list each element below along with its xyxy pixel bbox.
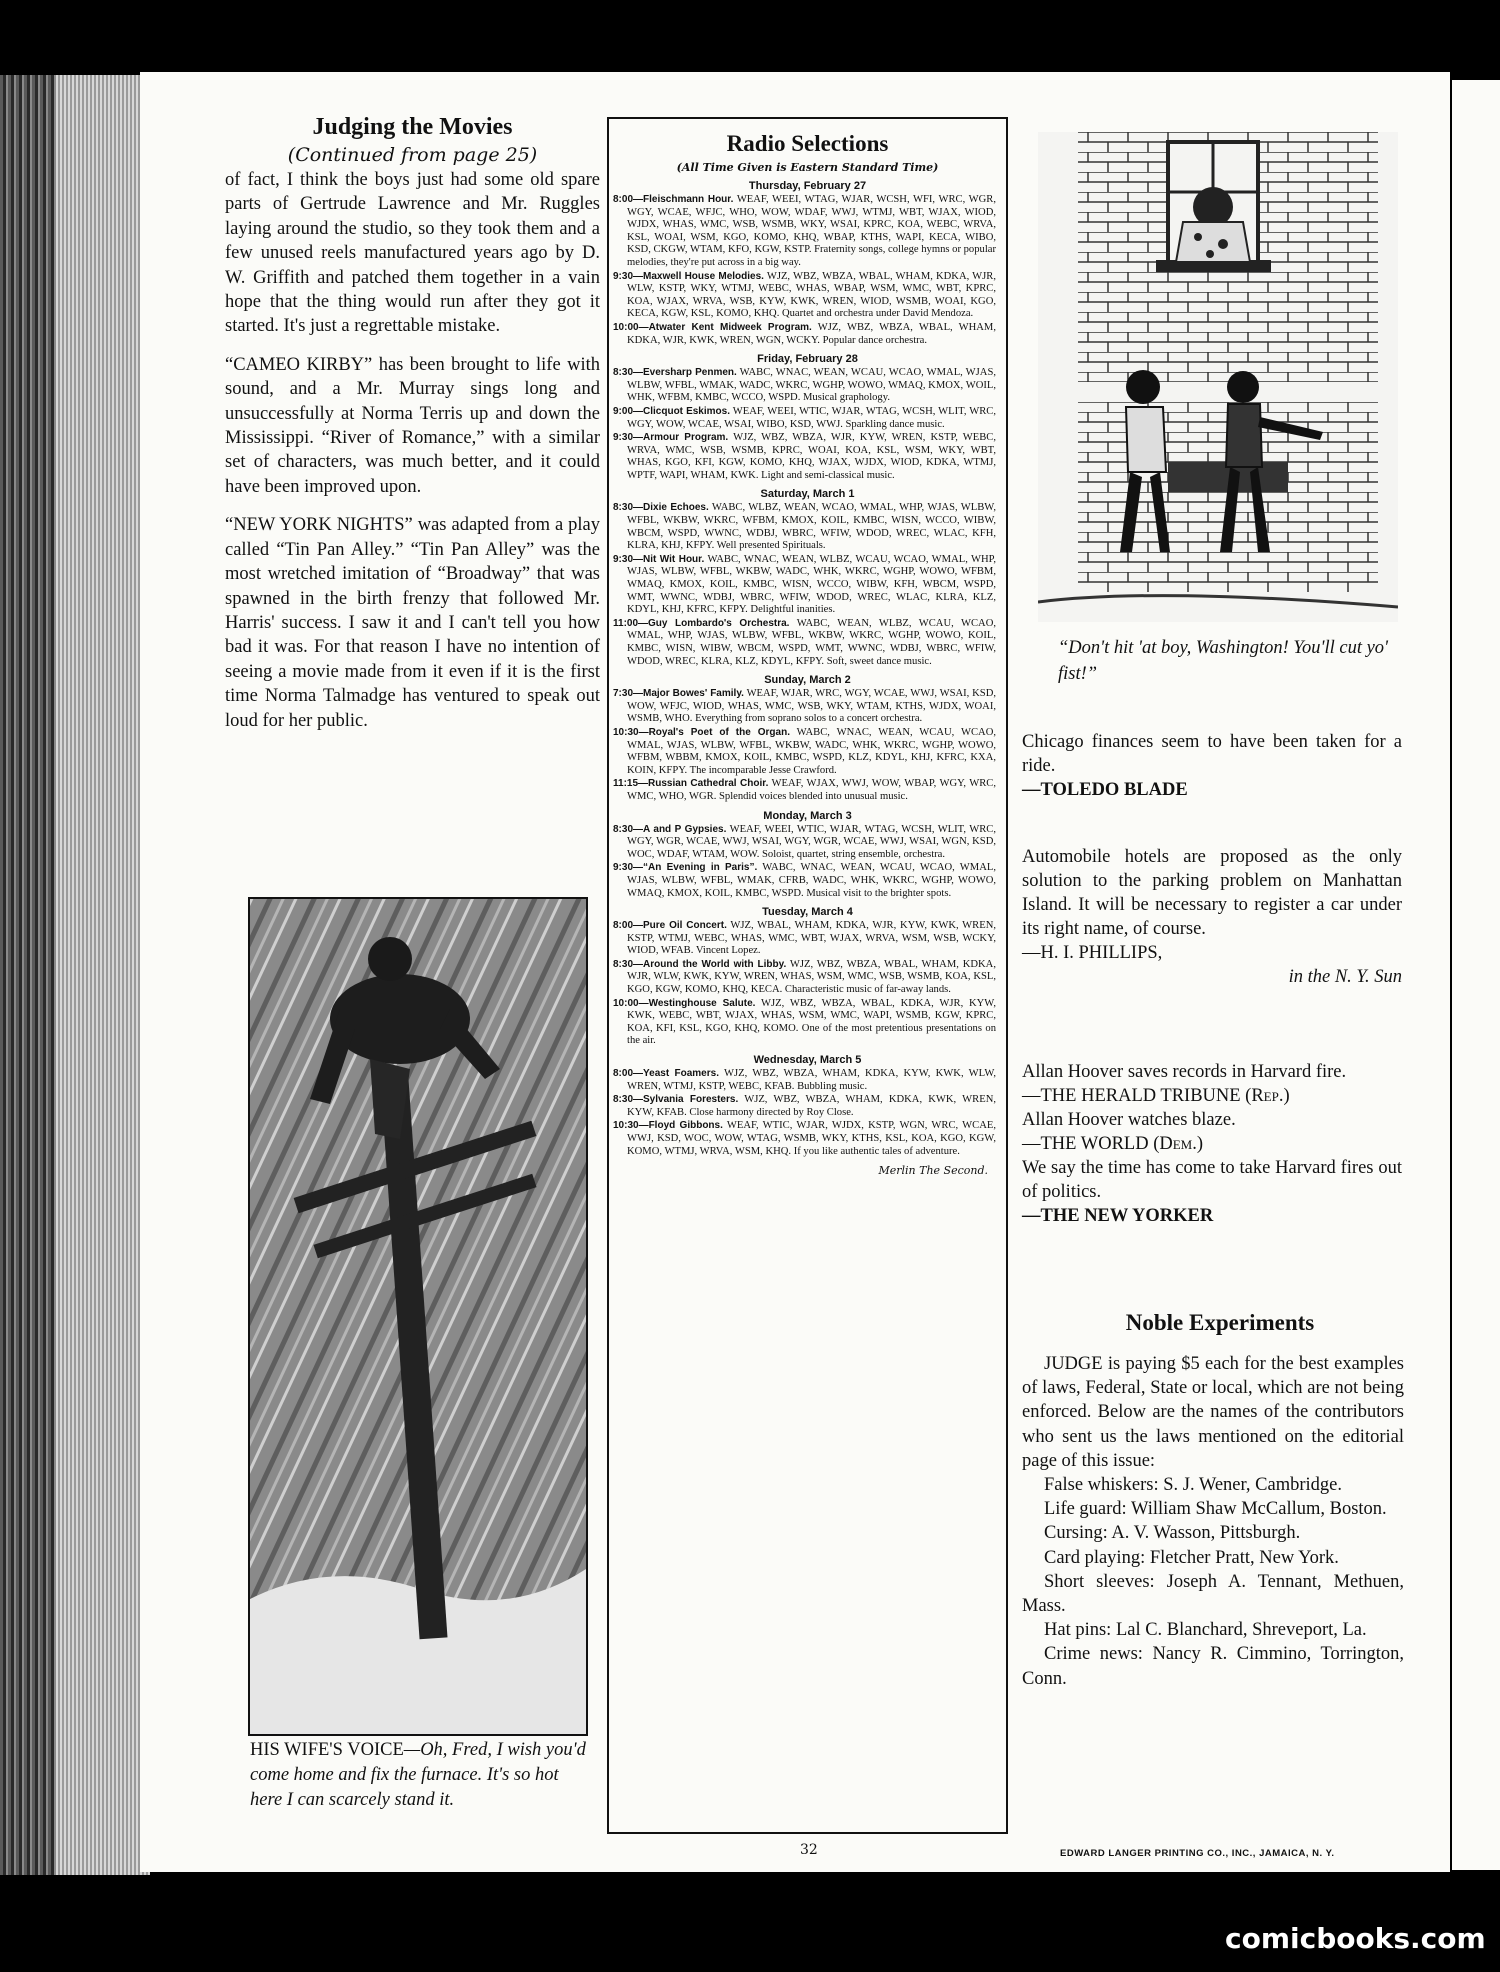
- program-time-name: 8:30—Dixie Echoes.: [613, 502, 709, 514]
- program-time-name: 8:30—Eversharp Penmen.: [613, 367, 737, 379]
- program-stations: WABC, WNAC, WEAN, WCAU, WCAO, WMAL, WJAS, WLBW, WFBL, WKBW, WADC, WHK, WKRC, WGHP, WOWO, WFBM, WBBM, KMOX, KOIL, KMBC, WSPD, KLZ, KDYL, KHJ, KFRC, KXA, KOIN, KFPY. The incomparable Jesse Crawford.: [627, 726, 996, 776]
- judging-movies-column: [225, 112, 600, 747]
- quip-chicago: [1022, 730, 1402, 802]
- noble-item: Short sleeves: Joseph A. Tennant, Methuen, Mass.: [1022, 1571, 1404, 1617]
- program-name: Nit Wit Hour.: [643, 553, 705, 565]
- program-time: 8:00: [613, 920, 634, 932]
- program-stations: WEAF, WJAX, WWJ, WOW, WBAP, WGY, WRC, WMC, WHO, WGR. Splendid voices blended into unusual music.: [627, 778, 996, 802]
- program-name: Eversharp Penmen.: [643, 367, 737, 379]
- noble-intro: JUDGE is paying $5 each for the best examples of laws, Federal, State or local, which are not being enforced. Below are the names of the contributors who sent us the laws mentioned on the editorial page of this issue:: [1022, 1354, 1404, 1471]
- program-name: Armour Program.: [643, 432, 729, 444]
- next-page-edge: [1452, 80, 1500, 1870]
- quip-harvard-b-source: —THE WORLD (Dem.): [1022, 1134, 1204, 1154]
- program-time: 9:30: [613, 270, 634, 282]
- radio-day-heading: Tuesday, March 4: [762, 906, 853, 919]
- radio-day-heading: Friday, February 28: [757, 353, 858, 366]
- program-time-name: 8:30—Around the World with Libby.: [613, 958, 787, 970]
- quip-harvard-b: Allan Hoover watches blaze.: [1022, 1110, 1236, 1130]
- program-stations: WEAF, WEEI, WTIC, WJAR, WTAG, WCSH, WLIT, WRC, WGY, WGR, WCAE, WWJ, WSAI, WGY, WGR, WCAE, WWJ, WSAI, WGN, KSD, WOC, WDAF, WTAM, WOW. Soloist, quartet, string ensemble, orchestra.: [627, 823, 996, 860]
- noble-item: Card playing: Fletcher Pratt, New York.: [1044, 1547, 1339, 1568]
- program-time: 7:30: [613, 688, 634, 700]
- program-name: Russian Cathedral Choir.: [648, 778, 769, 790]
- radio-day-heading: Saturday, March 1: [760, 488, 855, 501]
- program-time-name: 9:30—“An Evening in Paris”.: [613, 862, 758, 874]
- program-time: 9:00: [613, 405, 634, 417]
- program-time: 11:00: [613, 617, 639, 629]
- program-stations: WJZ, WBZ, WBZA, WHAM, KDKA, KYW, KWK, WLW, WREN, WTMJ, KSTP, WEBC, KFAB. Bubbling music.: [627, 1068, 996, 1092]
- program-stations: WABC, WEAN, WLBZ, WCAU, WCAO, WMAL, WHP, WJAS, WLBW, WFBL, WKBW, WKRC, WGHP, WOWO, KOIL, KMBC, WISN, WIBW, WBCM, WSPD, WMT, WWNC, WDBJ, WBRC, WFIW, WDOD, WREC, KLRA, KLZ, KDYL, KFPY. Soft, sweet dance music.: [627, 617, 997, 667]
- radio-day-heading: Monday, March 3: [763, 809, 852, 822]
- printer-credit: EDWARD LANGER PRINTING CO., INC., JAMAICA, N. Y.: [1060, 1848, 1335, 1859]
- radio-day-heading: Sunday, March 2: [764, 674, 851, 687]
- program-time-name: 8:30—A and P Gypsies.: [613, 823, 727, 835]
- program-stations: WABC, WNAC, WEAN, WCAU, WCAO, WMAL, WJAS, WLBW, WFBL, WMAK, WADC, WKRC, WGHP, WOWO, WMAQ, KMOX, WOIL, WHK, WFBM, KMBC, WCCO, WSPD. Musical graphology.: [627, 367, 996, 404]
- program-stations: WEAF, WJAR, WRC, WGY, WCAE, WWJ, WSAI, KSD, WOW, WFJC, WIOD, WHAS, WMC, WSB, WKY, WTAM, KTHS, WJDX, WOAI, WSMB, WHO. Everything from soprano solos to a concert orchestra.: [627, 688, 996, 725]
- program-name: Maxwell House Melodies.: [643, 270, 764, 282]
- radio-program: [613, 1094, 996, 1119]
- program-time-name: 11:00—Guy Lombardo's Orchestra.: [613, 617, 790, 629]
- program-time: 10:30: [613, 726, 639, 738]
- program-stations: WEAF, WEEI, WTAG, WJAR, WCSH, WFI, WRC, WGR, WGY, WCAE, WFJC, WHO, WOW, WDAF, WWJ, WTMJ, WBT, WJAX, WIOD, WJDX, WHAS, WMC, WSB, WSMB, WKY, WSAI, KPRC, KOA, WEBC, WRVA, KSL, WOAI, WSM, KGO, KOMO, KHQ, WBAP, KTHS, WAPI, KECA, WIBO, KSD, CKGW, WTAM, KFO, KGW, KSTP. Fraternity songs, college hymns or popular melodies, they're put across in a big way.: [627, 194, 996, 268]
- radio-program: [613, 405, 997, 431]
- program-stations: WEAF, WEEI, WTIC, WJAR, WTAG, WCSH, WLIT, WRC, WGY, WOW, WCAE, WSAI, WIBO, KSD, WWJ. Sparkling dance music.: [627, 405, 997, 430]
- program-time-name: 11:15—Russian Cathedral Choir.: [613, 778, 769, 790]
- program-name: A and P Gypsies.: [643, 823, 727, 835]
- program-stations: WJZ, WBZ, WBZA, WBAL, WHAM, KDKA, WJR, WLW, KWK, KYW, WREN, WHAS, WSM, WMC, WSB, WSMB, KOA, KSL, KGO, KGW, KOMO, KHQ, KECA. Characteristic music of far-away lands.: [627, 958, 996, 996]
- program-stations: WABC, WNAC, WEAN, WCAU, WCAO, WMAL, WJAS, WLBW, WFBL, WMAK, CFRB, WADC, WHK, WKRC, WGHP, WOWO, WMAQ, KMOX, KOIL, KMBC, WSPD. Musical visit to the brighter spots.: [627, 862, 996, 899]
- program-time-name: 8:00—Yeast Foamers.: [613, 1068, 719, 1080]
- quip-hotels-text: Automobile hotels are proposed as the only solution to the parking problem on Manhattan Island. It will be necessary to register a car under its right name, of course.: [1022, 847, 1402, 939]
- program-stations: WJZ, WBZ, WBZA, WBAL, WHAM, KDKA, WJR, KWK, WREN, WGN, WCKY. Popular dance orchestra.: [627, 321, 996, 346]
- program-time: 8:30: [613, 1094, 634, 1106]
- program-time-name: 10:00—Atwater Kent Midweek Program.: [613, 321, 812, 333]
- radio-program: [613, 862, 996, 900]
- quip-harvard-c: We say the time has come to take Harvard fires out of politics.: [1022, 1158, 1402, 1202]
- quip-automobile-hotels: [1022, 845, 1402, 989]
- program-name: Major Bowes' Family.: [643, 688, 744, 700]
- program-time: 8:30: [613, 367, 634, 379]
- program-name: Clicquot Eskimos.: [643, 405, 730, 417]
- quip-chicago-text: Chicago finances seem to have been taken for a ride.: [1022, 732, 1402, 776]
- radio-program: [613, 958, 996, 997]
- site-watermark: comicbooks.com: [1225, 1922, 1486, 1955]
- paragraph-1: of fact, I think the boys just had some old spare parts of Gertrude Lawrence and Mr. Ruggles laying around the studio, so they took them and a few unused reels manufactured years ago by D. W. Griffith and patched them together in a vain hope that the thing would run after they got it started. It's just a regrettable mistake.: [225, 170, 600, 337]
- radio-day-heading: Thursday, February 27: [748, 180, 867, 192]
- program-name: Yeast Foamers.: [643, 1068, 719, 1080]
- noble-experiments-body: [1022, 1352, 1404, 1691]
- book-page-stack: [56, 75, 150, 1875]
- radio-program: [613, 617, 997, 668]
- program-time: 9:30: [613, 553, 634, 565]
- program-stations: WJZ, WBZ, WBZA, WBAL, WHAM, KDKA, WJR, WLW, KSTP, WKY, WTMJ, WEBC, WHAS, WBAP, WSM, WMC, WBT, KPRC, KOA, WJAX, WRVA, WSB, KYW, KWK, WREN, WIOD, WSMB, WOAI, KGO, KECA, KGW, KSL, KOMO, KHQ. Quartet and orchestra under David Mendoza.: [627, 270, 996, 320]
- program-time: 8:30: [613, 823, 634, 835]
- noble-item: Hat pins: Lal C. Blanchard, Shreveport, La.: [1044, 1620, 1367, 1641]
- caption-lead: HIS WIFE'S VOICE: [250, 1740, 404, 1760]
- frozen-telephone-pole-illustration: [248, 897, 588, 1736]
- radio-schedule: [609, 180, 1006, 1158]
- brick-wall-cartoon: [1038, 132, 1398, 622]
- noble-item: Cursing: A. V. Wasson, Pittsburgh.: [1044, 1523, 1301, 1544]
- radio-program: [613, 778, 996, 803]
- radio-program: [613, 270, 996, 321]
- radio-signature: Merlin The Second.: [878, 1164, 988, 1178]
- program-stations: WJZ, WBZ, WBZA, WBAL, KDKA, WJR, KYW, KWK, WEBC, WBT, WJAX, WHAS, WSM, WMC, WAPI, WSMB, KGW, KPRC, KOA, KFI, KSL, KGO, KHQ, KOMO. One of the most pretentious presentations on the air.: [627, 997, 996, 1047]
- radio-program: [613, 688, 996, 726]
- quip-harvard-fire: [1022, 1060, 1402, 1228]
- noble-item: False whiskers: S. J. Wener, Cambridge.: [1044, 1475, 1343, 1496]
- program-time-name: 7:30—Major Bowes' Family.: [613, 688, 744, 700]
- program-time-name: 9:30—Maxwell House Melodies.: [613, 270, 764, 282]
- program-name: Royal's Poet of the Organ.: [648, 726, 790, 738]
- quip-hotels-source: —H. I. PHILLIPS,: [1022, 943, 1163, 963]
- radio-program: [613, 1120, 996, 1158]
- paragraph-2: “CAMEO KIRBY” has been brought to life with sound, and a Mr. Murray sings long and unsuccessfully at Norma Terris up and down the Mississippi. “River of Romance,” with a similar set of characters, was much better, and it could have been improved upon.: [225, 354, 600, 497]
- program-time: 9:30: [613, 862, 634, 874]
- noble-experiments-title: Noble Experiments: [1125, 1310, 1315, 1335]
- radio-program: [613, 194, 996, 270]
- radio-program: [613, 997, 996, 1048]
- program-name: Atwater Kent Midweek Program.: [648, 321, 812, 333]
- radio-program: [613, 553, 996, 617]
- radio-program: [613, 502, 996, 552]
- page-number: 32: [800, 1842, 818, 1858]
- program-time-name: 8:30—Sylvania Foresters.: [613, 1094, 739, 1106]
- program-name: Guy Lombardo's Orchestra.: [648, 617, 790, 629]
- cartoon-caption: “Don't hit 'at boy, Washington! You'll cut yo' fist!”: [1058, 638, 1389, 684]
- program-name: Around the World with Libby.: [643, 958, 787, 970]
- program-time: 10:00: [613, 321, 639, 333]
- quip-hotels-source-paper: in the N. Y. Sun: [1288, 967, 1402, 987]
- quip-harvard-a-source: —THE HERALD TRIBUNE (Rep.): [1022, 1086, 1290, 1106]
- program-time: 10:00: [613, 997, 639, 1009]
- quip-chicago-source: —TOLEDO BLADE: [1022, 780, 1188, 800]
- program-time-name: 8:00—Pure Oil Concert.: [613, 920, 727, 932]
- program-time: 10:30: [613, 1120, 639, 1132]
- program-time-name: 8:00—Fleischmann Hour.: [613, 194, 734, 205]
- noble-item: Life guard: William Shaw McCallum, Boston.: [1044, 1499, 1387, 1520]
- program-name: Dixie Echoes.: [643, 502, 709, 514]
- program-stations: WEAF, WTIC, WJAR, WJDX, KSTP, WGN, WRC, WCAE, WWJ, KSD, WOC, WOW, WTAG, WSMB, WKY, KTHS, KSL, KOA, KGO, KGW, KOMO, WTMJ, WRVA, WSM, KHQ. If you like authentic tales of adventure.: [627, 1120, 996, 1157]
- program-stations: WJZ, WBAL, WHAM, KDKA, WJR, KYW, KWK, WREN, KSTP, WTMJ, WEBC, WHAS, WMC, WBT, WJAX, WRVA, WSM, WSB, WCKY, WIOD, WFAB. Vincent Lopez.: [627, 920, 997, 957]
- continued-note: (Continued from page 25): [287, 144, 538, 166]
- program-time-name: 9:30—Nit Wit Hour.: [613, 553, 705, 565]
- radio-title: Radio Selections: [726, 131, 889, 156]
- paragraph-3: “NEW YORK NIGHTS” was adapted from a play called “Tin Pan Alley.” “Tin Pan Alley” was the most wretched imitation of “Broadway” that was spawned in the birth frenzy that followed Mr. Harris' success. I saw it and I can't tell you how bad it was. For that reason I have no intention of seeing a movie made from it even if it is the first time Norma Talmadge has ventured to speak out loud for her public.: [225, 515, 600, 731]
- program-name: Westinghouse Salute.: [648, 997, 756, 1009]
- noble-item: Crime news: Nancy R. Cimmino, Torrington, Conn.: [1022, 1644, 1404, 1689]
- radio-program: [613, 367, 996, 405]
- program-time: 8:30: [613, 958, 634, 970]
- program-time-name: 9:30—Armour Program.: [613, 432, 729, 444]
- radio-program: [613, 321, 996, 347]
- program-time-name: 9:00—Clicquot Eskimos.: [613, 405, 730, 417]
- program-name: Pure Oil Concert.: [643, 920, 727, 932]
- program-stations: WABC, WNAC, WEAN, WLBZ, WCAU, WCAO, WMAL, WHP, WJAS, WLBW, WFBL, WKBW, WADC, WHK, WKRC, WGHP, WOWO, WFBM, WMAQ, KMOX, KOIL, KMBC, WISN, WCCO, WIBW, KFH, WBCM, WSPD, WMT, WWNC, WDBJ, WBRC, WFIW, WDOD, WREC, WLAC, KLRA, KLZ, KDYL, KHJ, KFRC, KFPY. Delightful inanities.: [627, 553, 996, 616]
- program-stations: WJZ, WBZ, WBZA, WHAM, KDKA, KWK, WREN, KYW, KFAB. Close harmony directed by Roy Close.: [627, 1094, 996, 1118]
- article-title: Judging the Movies: [312, 114, 513, 140]
- program-time-name: 10:30—Royal's Poet of the Organ.: [613, 726, 790, 738]
- program-name: Fleischmann Hour.: [643, 194, 734, 205]
- radio-program: [613, 432, 996, 482]
- program-time-name: 10:30—Floyd Gibbons.: [613, 1120, 723, 1132]
- program-name: Sylvania Foresters.: [643, 1094, 739, 1106]
- program-time: 9:30: [613, 432, 634, 444]
- caption-text: —Oh, Fred, I wish you'd come home and fix the furnace. It's so hot here I can scarcely stand it.: [250, 1740, 586, 1810]
- wife-voice-caption: [250, 1738, 595, 1813]
- program-time: 11:15: [613, 778, 639, 790]
- program-stations: WABC, WLBZ, WEAN, WCAO, WMAL, WHP, WJAS, WLBW, WFBL, WKBW, WKRC, WFBM, KMOX, KOIL, KMBC, WISN, WCCO, WIBW, WBCM, WSPD, WWNC, WDBJ, WBRC, WFIW, WDOD, WREC, WLAC, KFH, KLRA, KHJ, KFPY. Well presented Spirituals.: [627, 502, 996, 552]
- quip-harvard-c-source: —THE NEW YORKER: [1022, 1206, 1214, 1226]
- radio-program: [613, 726, 996, 777]
- program-stations: WJZ, WBZ, WBZA, WJR, KYW, WREN, KSTP, WEBC, WRVA, WMC, WSB, WSMB, KPRC, WOAI, KOA, KSL, WSM, WKY, WBT, WHAS, KGO, KFI, KGW, KOMO, KHQ, WJAX, WJDX, WIOD, KDKA, WTMJ, WPTF, WAPI, WHAM, KWK. Light and semi-classical music.: [627, 432, 996, 481]
- radio-selections-box: [607, 117, 1008, 1834]
- quip-harvard-a: Allan Hoover saves records in Harvard fire.: [1022, 1062, 1347, 1082]
- program-time: 8:30: [613, 502, 634, 514]
- radio-program: [613, 920, 997, 958]
- program-time: 8:00: [613, 194, 634, 205]
- radio-program: [613, 1068, 996, 1093]
- program-time-name: 10:00—Westinghouse Salute.: [613, 997, 756, 1009]
- program-name: Floyd Gibbons.: [648, 1120, 723, 1132]
- radio-program: [613, 823, 996, 862]
- radio-day-heading: Wednesday, March 5: [753, 1054, 862, 1067]
- radio-subtitle: (All Time Given is Eastern Standard Time): [676, 161, 939, 174]
- program-name: “An Evening in Paris”.: [643, 862, 758, 874]
- program-time: 8:00: [613, 1068, 634, 1080]
